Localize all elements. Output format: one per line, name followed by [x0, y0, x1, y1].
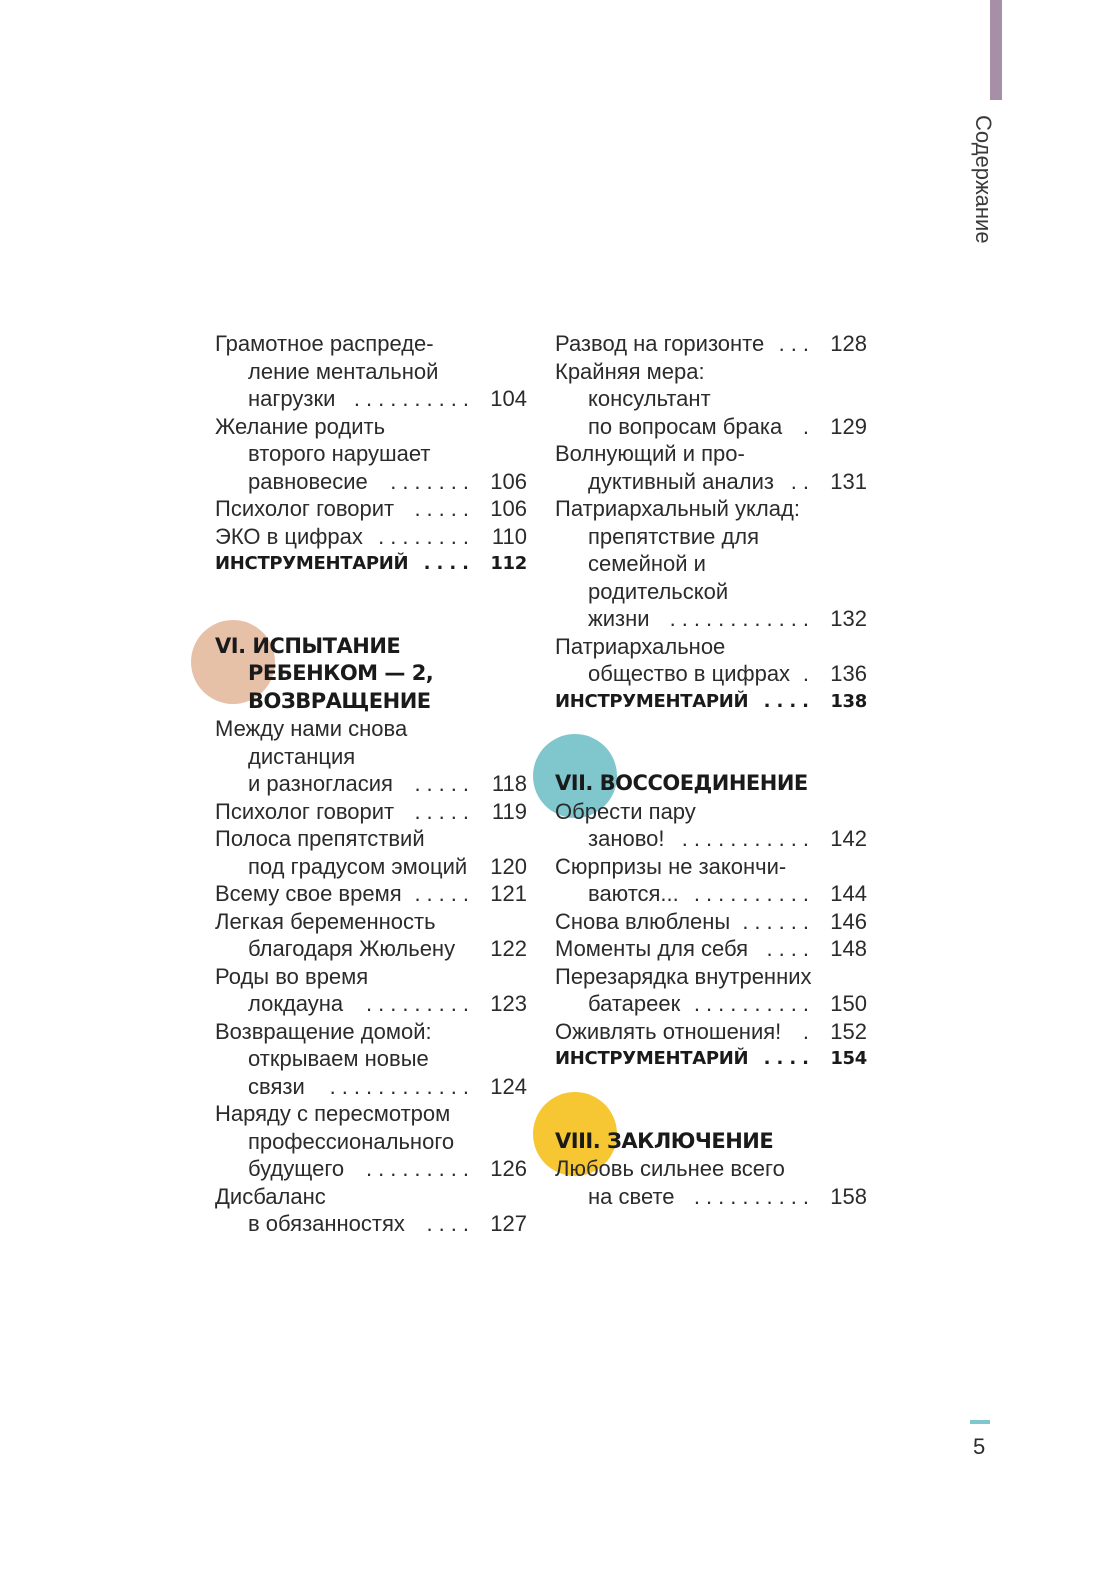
toc-entry-line — [555, 880, 867, 908]
toc-entry-text: второго нарушает — [248, 441, 431, 466]
toc-entry-text: Развод на горизонте — [555, 331, 765, 356]
leader-dots: ... — [778, 331, 815, 356]
toc-entry-line — [555, 550, 867, 578]
toc-page-number: 110 — [491, 523, 527, 549]
section-heading-vii[interactable] — [555, 770, 867, 798]
toc-entry-line — [215, 1210, 527, 1238]
toc-entry-line — [555, 578, 867, 606]
toc-entry-text: Возвращение домой: — [215, 1018, 432, 1044]
section-title-line: VIII. ЗАКЛЮЧЕНИЕ — [555, 1128, 774, 1153]
toc-page-number: 104 — [490, 386, 527, 411]
toc-entry-text: под градусом эмоций — [248, 853, 468, 879]
toc-entry-line — [555, 825, 867, 853]
toc-entry-text: Моменты для себя — [555, 936, 749, 961]
toc-entry-line — [555, 330, 867, 358]
toc-page-number: 154 — [830, 1048, 867, 1069]
toc-entry-line — [555, 908, 867, 936]
toc-entry-text: Наряду с пересмотром — [215, 1101, 451, 1126]
toc-entry-text: Желание родить — [215, 413, 386, 439]
toc-entry[interactable] — [555, 1018, 867, 1046]
toc-entry-line — [215, 1128, 527, 1156]
toc-entry-line — [555, 633, 867, 661]
toc-page-number: 119 — [491, 798, 527, 824]
toc-page-number: 152 — [830, 1018, 867, 1044]
section-heading-viii[interactable] — [555, 1128, 867, 1156]
toc-entry-line — [215, 853, 527, 881]
toc-entry-text: Оживлять отношения! — [555, 1018, 782, 1044]
leader-dots: ............ — [329, 1073, 475, 1099]
toc-page-number: 120 — [490, 853, 527, 879]
toc-page-number: 118 — [491, 771, 527, 796]
toc-tools-label: ИНСТРУМЕНТАРИЙ — [215, 553, 409, 574]
leader-dots: .. — [790, 468, 815, 494]
toc-page-number: 124 — [490, 1073, 527, 1099]
toc-entry-text: консультант — [588, 386, 711, 411]
toc-entry-line — [555, 1155, 867, 1183]
toc-entry[interactable] — [555, 495, 867, 633]
toc-entry-line — [215, 770, 527, 798]
leader-dots: ..... — [414, 496, 475, 521]
toc-page-number: 148 — [830, 936, 867, 961]
toc-tools-label: ИНСТРУМЕНТАРИЙ — [555, 1048, 749, 1069]
toc-entry-text: Перезарядка внутренних — [555, 963, 812, 989]
toc-entry-line — [215, 468, 527, 496]
leader-dots: .......... — [693, 1183, 815, 1209]
leader-dots: .......... — [693, 991, 815, 1016]
toc-entry-line — [555, 495, 867, 523]
toc-entry-text: Всему свое время — [215, 881, 402, 906]
toc-entry-line — [215, 1018, 527, 1046]
toc-entry-line — [555, 523, 867, 551]
toc-entry-text: и разногласия — [248, 771, 393, 796]
leader-dots: .... — [766, 936, 815, 961]
toc-entry-line — [555, 1018, 867, 1046]
toc-entry-text: в обязанностях — [248, 1211, 405, 1236]
toc-entry-text: на свете — [588, 1183, 675, 1209]
toc-group — [555, 798, 867, 1046]
toc-entry-line — [215, 1183, 527, 1211]
toc-page-number: 150 — [830, 991, 867, 1016]
toc-page-number: 123 — [490, 991, 527, 1016]
leader-dots: ......... — [365, 991, 475, 1016]
toc-entry-line — [215, 1073, 527, 1101]
leader-dots: . — [802, 413, 815, 439]
toc-entry-text: жизни — [588, 606, 650, 631]
toc-entry-text: Грамотное распреде- — [215, 331, 434, 356]
toc-page-number: 128 — [830, 331, 867, 356]
toc-entry-line — [555, 798, 867, 826]
leader-dots: ...... — [742, 908, 815, 934]
toc-entry-line — [555, 440, 867, 468]
toc-page-number: 144 — [830, 881, 867, 906]
toc-group — [215, 330, 527, 550]
leader-dots: .... — [423, 553, 475, 574]
toc-entry-line — [215, 935, 527, 963]
toc-entry-line — [215, 825, 527, 853]
toc-entry-text: ваются... — [588, 881, 679, 906]
toc-entry[interactable] — [555, 798, 867, 853]
toc-page-number: 127 — [490, 1211, 527, 1236]
toc-entry-text: Патриархальный уклад: — [555, 496, 800, 521]
toc-entry-line — [555, 963, 867, 991]
toc-entry[interactable] — [215, 523, 527, 551]
toc-entry-text: Между нами снова — [215, 716, 408, 741]
toc-entry[interactable] — [215, 715, 527, 798]
toc-entry-line — [555, 605, 867, 633]
toc-page-number: 126 — [490, 1156, 527, 1181]
section-title-line: VI. ИСПЫТАНИЕ — [215, 633, 401, 658]
toc-entry[interactable] — [215, 330, 527, 413]
toc-tools-entry[interactable] — [555, 1045, 867, 1073]
leader-dots: . — [802, 1018, 815, 1044]
toc-entry[interactable] — [555, 358, 867, 441]
toc-entry-line — [555, 935, 867, 963]
toc-entry[interactable] — [215, 798, 527, 826]
toc-page-number: 138 — [830, 690, 867, 712]
leader-dots: ......... — [365, 1156, 475, 1181]
toc-entry-text: Снова влюблены — [555, 908, 731, 934]
toc-page-number: 121 — [490, 881, 527, 906]
toc-entry-text: дуктивный анализ — [588, 468, 774, 494]
toc-entry-line — [215, 495, 527, 523]
toc-entry-line — [215, 1045, 527, 1073]
toc-page-number: 129 — [830, 413, 867, 439]
toc-entry-text: Волнующий и про- — [555, 441, 745, 466]
toc-entry[interactable] — [555, 963, 867, 1018]
leader-dots: .......... — [353, 386, 475, 411]
toc-entry[interactable] — [215, 963, 527, 1018]
toc-group — [555, 1155, 867, 1210]
toc-entry-text: Патриархальное — [555, 633, 726, 659]
toc-entry[interactable] — [215, 825, 527, 880]
toc-entry-text: Легкая беременность — [215, 908, 436, 934]
section-heading-vi[interactable] — [215, 633, 527, 716]
toc-entry-text: связи — [248, 1073, 305, 1099]
leader-dots: ..... — [414, 798, 475, 824]
leader-dots: ............ — [669, 606, 815, 631]
toc-page-number: 146 — [830, 908, 867, 934]
toc-entry[interactable] — [215, 495, 527, 523]
toc-entry-text: заново! — [588, 826, 665, 851]
toc-entry[interactable] — [555, 853, 867, 908]
toc-entry-line — [555, 385, 867, 413]
toc-entry-line — [555, 468, 867, 496]
toc-entry-text: Крайняя мера: — [555, 358, 705, 384]
leader-dots: . — [802, 661, 815, 686]
toc-page-number: 132 — [830, 606, 867, 631]
toc-entry-text: общество в цифрах — [588, 661, 791, 686]
toc-entry[interactable] — [215, 880, 527, 908]
toc-entry-line — [215, 385, 527, 413]
toc-tools-entry[interactable] — [215, 550, 527, 578]
toc-entry-text: по вопросам брака — [588, 413, 783, 439]
toc-entry[interactable] — [215, 1100, 527, 1183]
toc-page-number: 131 — [830, 468, 867, 494]
page-number: 5 — [973, 1434, 986, 1459]
toc-entry-text: нагрузки — [248, 386, 336, 411]
toc-entry-line — [215, 715, 527, 743]
toc-entry-line — [215, 523, 527, 551]
toc-entry[interactable] — [555, 440, 867, 495]
toc-entry[interactable] — [215, 1018, 527, 1101]
toc-entry-text: Обрести пару — [555, 798, 696, 824]
toc-entry-line — [215, 358, 527, 386]
toc-entry-text: ЭКО в цифрах — [215, 523, 363, 549]
leader-dots: .... — [426, 1211, 475, 1236]
toc-entry-text: семейной и — [588, 551, 706, 576]
toc-entry-line — [555, 990, 867, 1018]
toc-page-number: 106 — [490, 468, 527, 494]
toc-entry-text: открываем новые — [248, 1046, 429, 1071]
leader-dots: ..... — [414, 771, 475, 796]
toc-entry-text: Дисбаланс — [215, 1183, 326, 1209]
toc-entry-text: батареек — [588, 991, 681, 1016]
toc-entry[interactable] — [215, 1183, 527, 1238]
toc-entry-line — [215, 880, 527, 908]
leader-dots: ....... — [390, 468, 475, 494]
toc-page-number: 122 — [490, 936, 527, 961]
toc-entry-text: Психолог говорит — [215, 798, 395, 824]
section-title-line: ВОЗВРАЩЕНИЕ — [248, 688, 431, 713]
toc-entry-line — [215, 990, 527, 1018]
section-title-line: РЕБЕНКОМ — 2, — [248, 661, 434, 685]
leader-dots: .... — [763, 1048, 815, 1069]
toc-entry-text: профессионального — [248, 1128, 455, 1154]
toc-entry-line — [215, 1100, 527, 1128]
toc-entry-line — [215, 1155, 527, 1183]
toc-page-number: 112 — [490, 553, 527, 574]
toc-entry[interactable] — [555, 935, 867, 963]
leader-dots: .......... — [693, 881, 815, 906]
toc-entry[interactable] — [555, 633, 867, 688]
toc-entry-line — [555, 1183, 867, 1211]
toc-entry-text: равновесие — [248, 468, 368, 494]
toc-entry[interactable] — [555, 330, 867, 358]
toc-entry-text: Роды во время — [215, 963, 369, 989]
running-head: Содержание — [971, 115, 996, 244]
leader-dots: .... — [763, 690, 815, 712]
toc-entry-line — [555, 660, 867, 688]
toc-entry-text: Сюрпризы не закончи- — [555, 853, 787, 879]
toc-entry-line — [555, 413, 867, 441]
toc-group — [215, 715, 527, 1238]
toc-tools-label: ИНСТРУМЕНТАРИЙ — [555, 690, 749, 712]
toc-entry-line — [215, 908, 527, 936]
toc-entry[interactable] — [555, 908, 867, 936]
toc-entry-text: локдауна — [248, 991, 344, 1016]
leader-dots: ........ — [378, 523, 475, 549]
toc-entry-text: препятствие для — [588, 523, 760, 549]
toc-tools-entry[interactable] — [555, 688, 867, 716]
page-number-mark — [970, 1420, 990, 1424]
toc-entry-line — [215, 413, 527, 441]
section-title-line: VII. ВОССОЕДИНЕНИЕ — [555, 771, 808, 795]
toc-left-column — [215, 330, 527, 1238]
toc-entry-text: Психолог говорит — [215, 496, 395, 521]
leader-dots: ..... — [414, 881, 475, 906]
toc-entry-text: ление ментальной — [248, 358, 439, 384]
toc-page-number: 106 — [490, 496, 527, 521]
toc-entry-text: дистанция — [248, 743, 356, 769]
toc-entry[interactable] — [215, 413, 527, 496]
side-color-bar — [990, 0, 1002, 100]
toc-page-number: 158 — [830, 1183, 867, 1209]
toc-entry-line — [215, 798, 527, 826]
toc-entry-text: Полоса препятствий — [215, 826, 425, 851]
toc-entry-line — [215, 440, 527, 468]
toc-page-number: 142 — [830, 826, 867, 851]
toc-entry-text: Любовь сильнее всего — [555, 1156, 785, 1181]
toc-group — [555, 330, 867, 688]
toc-page-number: 136 — [830, 661, 867, 686]
toc-entry[interactable] — [215, 908, 527, 963]
toc-entry-line — [555, 853, 867, 881]
leader-dots: ........... — [681, 826, 815, 851]
toc-entry-line — [555, 358, 867, 386]
toc-entry-line — [215, 330, 527, 358]
toc-right-column — [555, 330, 867, 1210]
toc-entry-text: родительской — [588, 578, 729, 604]
toc-entry-line — [215, 963, 527, 991]
toc-entry-line — [215, 743, 527, 771]
toc-entry[interactable] — [555, 1155, 867, 1210]
toc-entry-text: благодаря Жюльену — [248, 936, 456, 961]
toc-entry-text: будущего — [248, 1156, 345, 1181]
